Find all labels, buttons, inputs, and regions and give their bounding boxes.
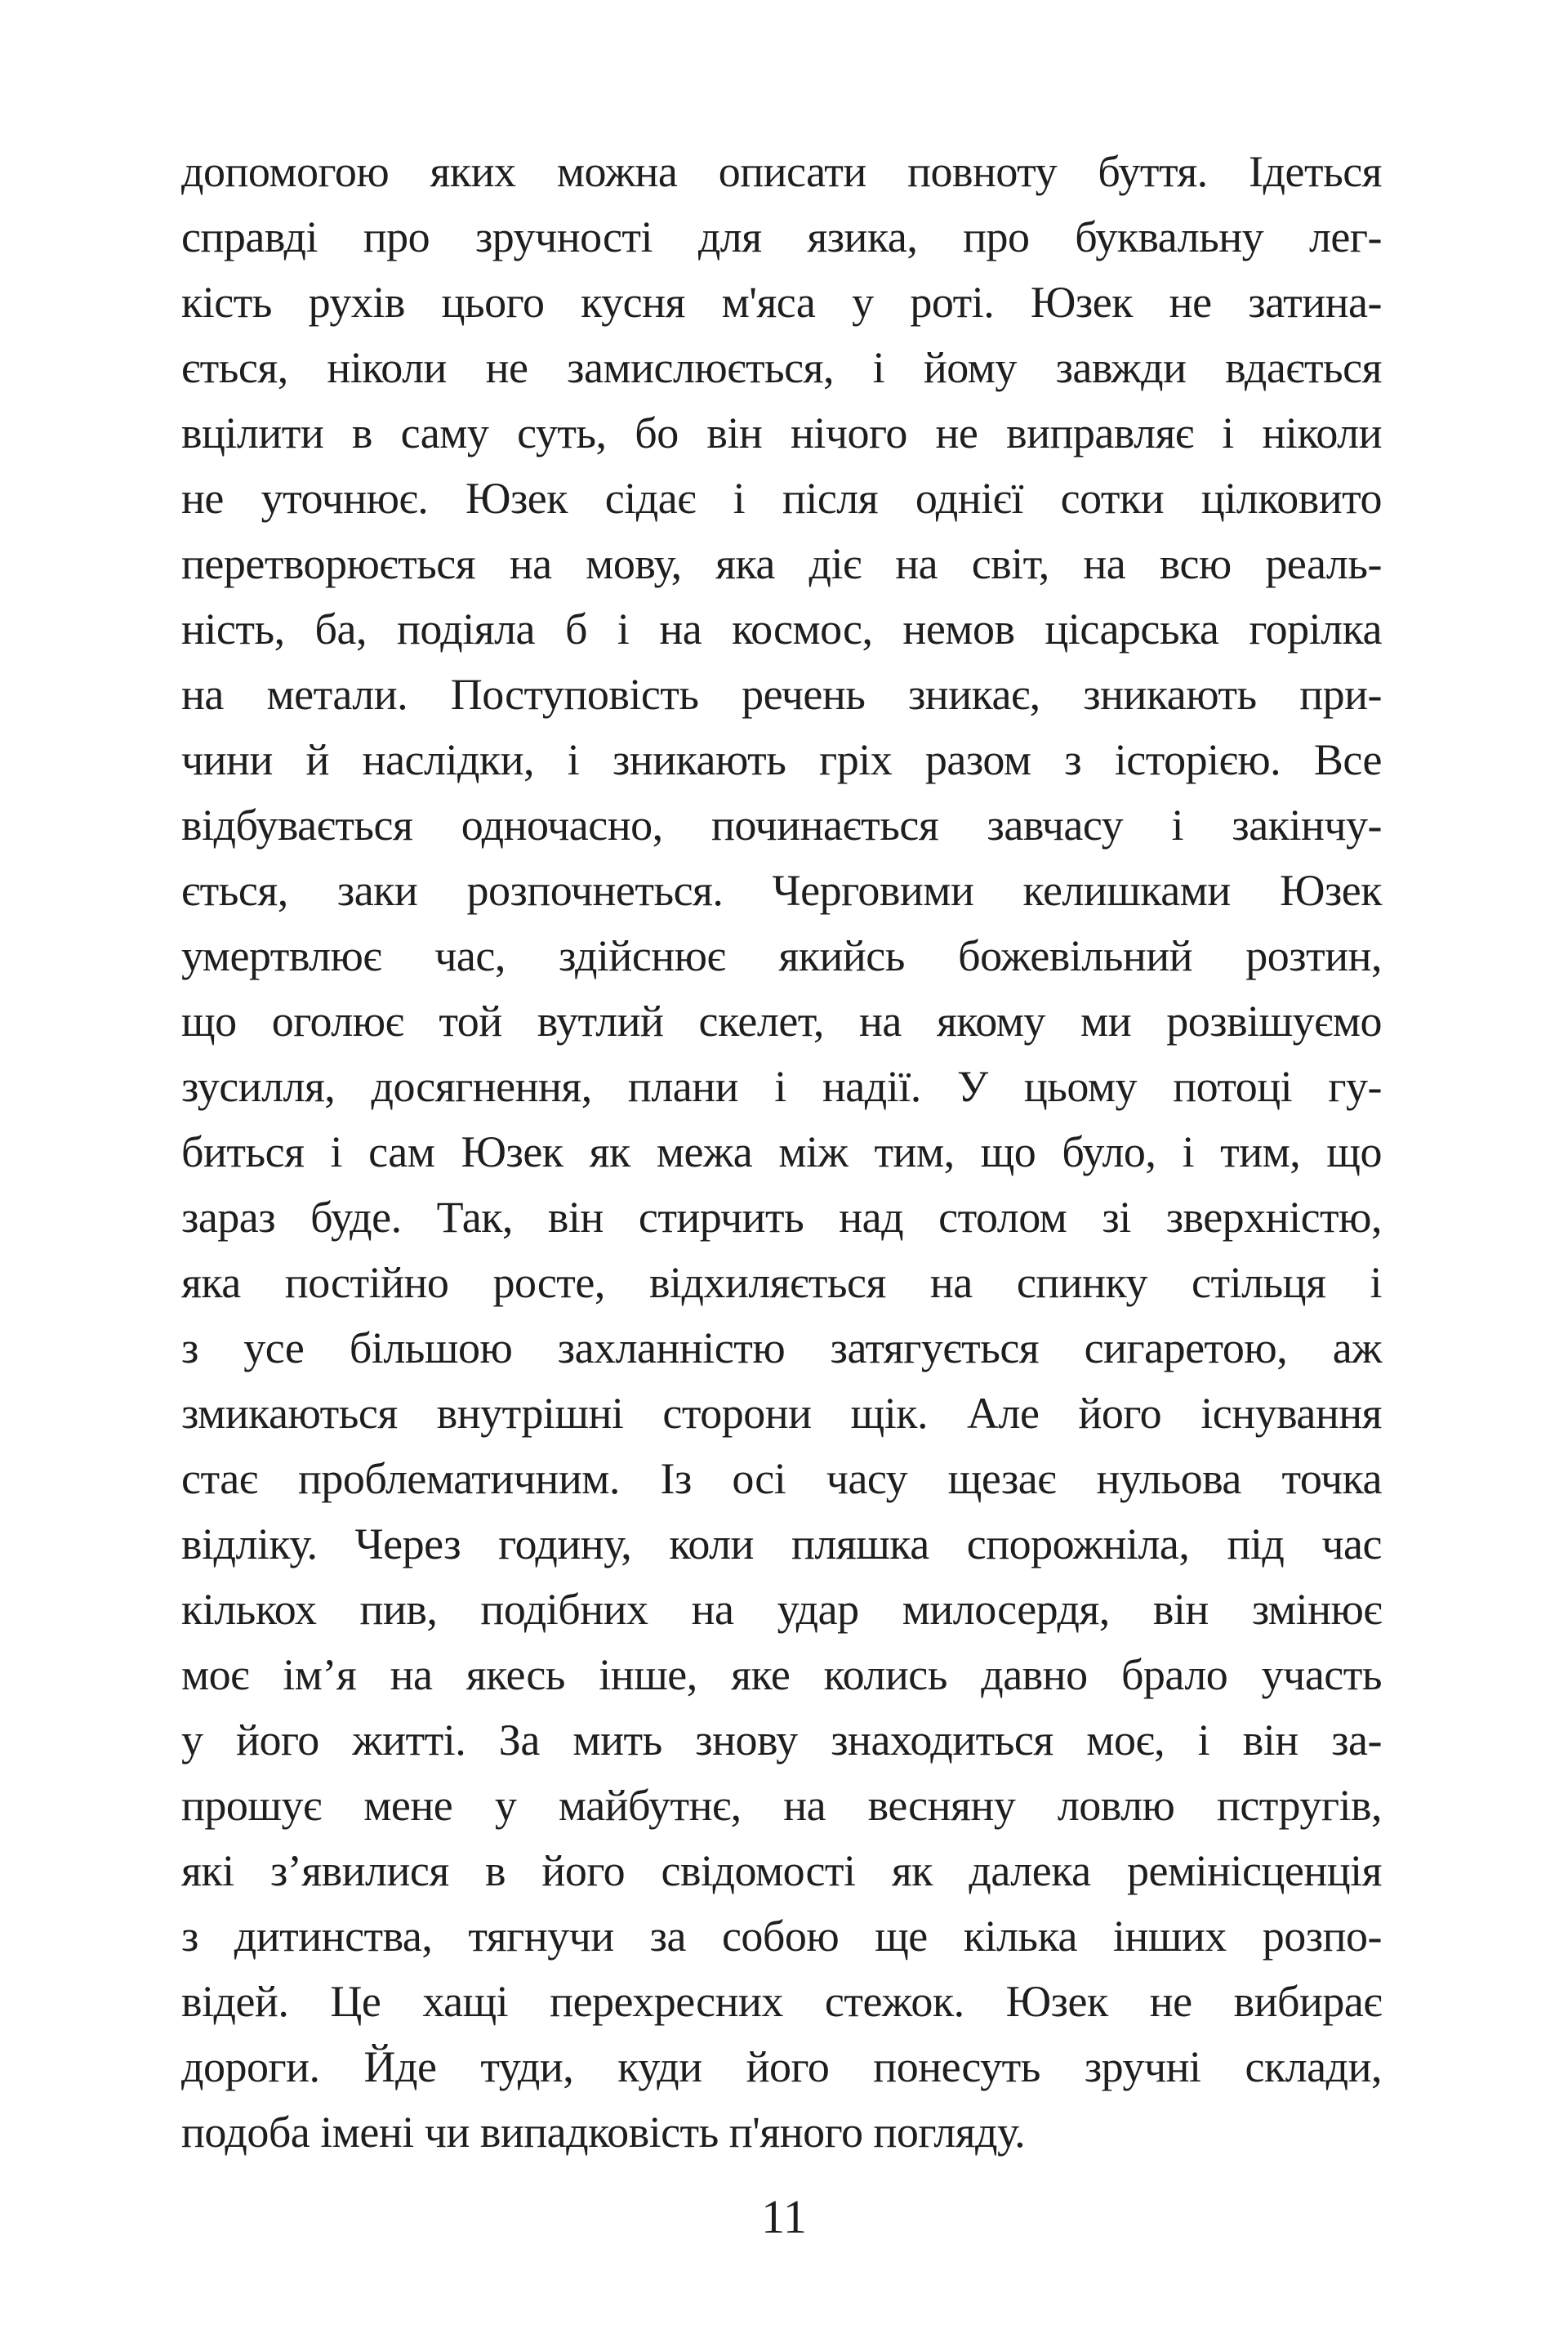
text-line: не уточнює. Юзек сідає і після однієї сотки цілковито (181, 474, 1382, 523)
text-line: кількох пив, подібних на удар милосердя, він змінює (181, 1585, 1382, 1634)
text-line: відей. Це хащі перехресних стежок. Юзек не вибирає (181, 1977, 1382, 2026)
text-line: прошує мене у майбутнє, на весняну ловлю пстругів, (181, 1781, 1382, 1830)
text-line: допомогою яких можна описати повноту буття. Ідеться (181, 147, 1382, 196)
text-line: кість рухів цього кусня м'яса у роті. Юзек не затина- (181, 278, 1382, 327)
text-line: чини й наслідки, і зникають гріх разом з історією. Все (181, 735, 1382, 784)
text-line: биться і сам Юзек як межа між тим, що було, і тим, що (181, 1127, 1382, 1176)
text-line: які з’явилися в його свідомості як далека ремінісценція (181, 1846, 1382, 1895)
text-line: подоба імені чи випадковість п'яного погляду. (181, 2108, 1026, 2157)
text-line: що оголює той вутлий скелет, на якому ми розвішуємо (181, 997, 1382, 1046)
text-line: справді про зручності для язика, про буквальну лег- (181, 212, 1382, 261)
text-line: відбувається одночасно, починається завчасу і закінчу- (181, 801, 1382, 850)
text-line: моє ім’я на якесь інше, яке колись давно брало участь (181, 1650, 1382, 1699)
text-line: вцілити в саму суть, бо він нічого не виправляє і ніколи (181, 408, 1382, 457)
text-line: зараз буде. Так, він стирчить над столом зі зверхністю, (181, 1193, 1382, 1242)
text-line: умертвлює час, здійснює якийсь божевільний розтин, (181, 931, 1382, 980)
text-line: перетворюється на мову, яка діє на світ, на всю реаль- (181, 539, 1382, 588)
text-line: дороги. Йде туди, куди його понесуть зручні склади, (181, 2042, 1382, 2091)
text-line: змикаються внутрішні сторони щік. Але його існування (181, 1389, 1382, 1438)
page-number: 11 (761, 2190, 807, 2243)
text-line: з усе більшою захланністю затягується сигаретою, аж (181, 1323, 1382, 1372)
text-line: яка постійно росте, відхиляється на спинку стільця і (181, 1258, 1382, 1307)
text-line: у його житті. За мить знову знаходиться моє, і він за- (181, 1716, 1382, 1765)
text-line: ність, ба, подіяла б і на космос, немов цісарська горілка (181, 605, 1382, 654)
text-line: на метали. Поступовість речень зникає, зникають при- (181, 670, 1382, 719)
text-line: ється, ніколи не замислюється, і йому завжди вдається (181, 343, 1382, 392)
body-text (181, 139, 1382, 2165)
text-line: ється, заки розпочнеться. Черговими келишками Юзек (181, 866, 1382, 915)
text-line: стає проблематичним. Із осі часу щезає нульова точка (181, 1454, 1382, 1503)
text-line: відліку. Через годину, коли пляшка спорожніла, під час (181, 1519, 1382, 1568)
text-line: з дитинства, тягнучи за собою ще кілька інших розпо- (181, 1912, 1382, 1961)
text-line: зусилля, досягнення, плани і надії. У цьому потоці гу- (181, 1062, 1382, 1111)
